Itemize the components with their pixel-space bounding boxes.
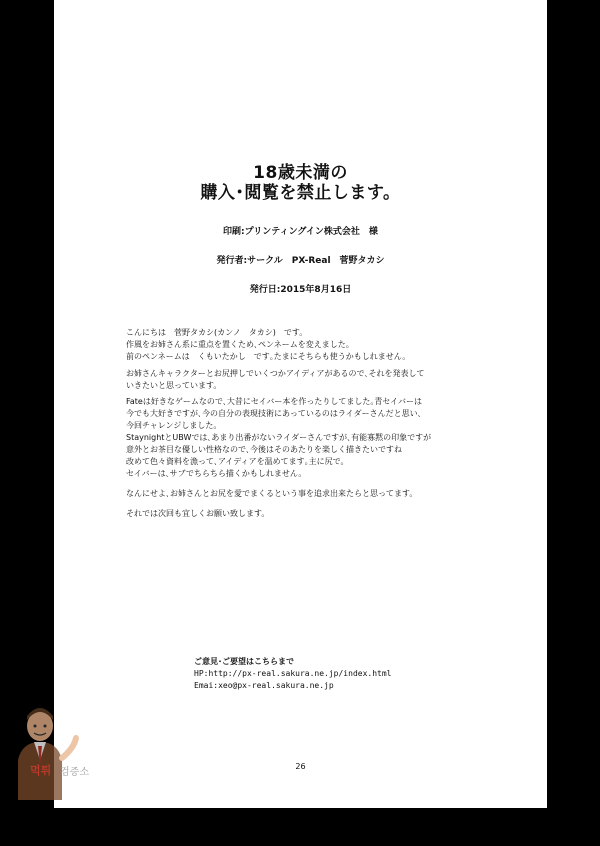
text-line: 前のペンネームは くもいたかし です｡たまにそちらも使うかもしれません。	[126, 352, 411, 361]
text-line: StaynightとUBWでは､あまり出番がないライダーさんですが､有能寡黙の印象ですが	[126, 433, 432, 442]
printer-credit: 印刷:プリンティングイン株式会社 様	[223, 227, 378, 237]
text-line: お姉さんキャラクターとお尻押しでいくつかアイディアがあるので､それを発表して	[126, 369, 425, 378]
book-page	[54, 0, 547, 808]
watermark-subtext: 검증소	[60, 767, 89, 778]
paragraph-intro	[126, 327, 486, 363]
text-line: それでは次回も宜しくお願い致します。	[126, 509, 270, 518]
paragraph-pursuit	[126, 488, 486, 500]
page-number: 26	[295, 762, 306, 771]
contact-block	[194, 656, 391, 692]
email-link[interactable]: Emai:xeo@px-real.sakura.ne.jp	[194, 681, 334, 690]
title-line-1: 18歳未満の	[253, 163, 348, 183]
publisher-credit: 発行者:サークル PX-Real 菅野タカシ	[216, 256, 385, 266]
contact-heading: ご意見･ご要望はこちらまで	[194, 657, 294, 666]
homepage-link[interactable]: HP:http://px-real.sakura.ne.jp/index.html	[194, 669, 392, 678]
paragraph-ideas	[126, 368, 486, 392]
text-line: いきたいと思っています。	[126, 381, 222, 390]
mascot-icon	[4, 700, 114, 810]
text-line: 今回チャレンジしました。	[126, 421, 222, 430]
paragraph-fate	[126, 396, 486, 480]
watermark-text: 먹튀	[30, 764, 52, 777]
text-line: なんにせよ､お姉さんとお尻を愛でまくるという事を追求出来たらと思ってます。	[126, 489, 418, 498]
text-line: セイバーは､サブでちらちら描くかもしれません。	[126, 469, 307, 478]
bottom-margin	[54, 808, 547, 846]
text-line: 作風をお姉さん系に重点を置くため､ペンネームを変えました。	[126, 340, 354, 349]
text-line: Fateは好きなゲームなので､大昔にセイバー本を作ったりしてました｡青セイバーは	[126, 397, 423, 406]
paragraph-closing	[126, 508, 486, 520]
title-line-2: 購入･閲覧を禁止します。	[200, 183, 401, 203]
publish-date: 発行日:2015年8月16日	[249, 285, 352, 295]
text-line: 意外とお茶目な優しい性格なので､今後はそのあたりを楽しく描きたいですね	[126, 445, 402, 454]
text-line: 今でも大好きですが､今の自分の表現技術にあっているのはライダーさんだと思い､	[126, 409, 422, 418]
text-line: こんにちは 菅野タカシ(カンノ タカシ) です。	[126, 328, 308, 337]
text-line: 改めて色々資料を漁って､アイディアを温めてます｡主に尻で。	[126, 457, 349, 466]
